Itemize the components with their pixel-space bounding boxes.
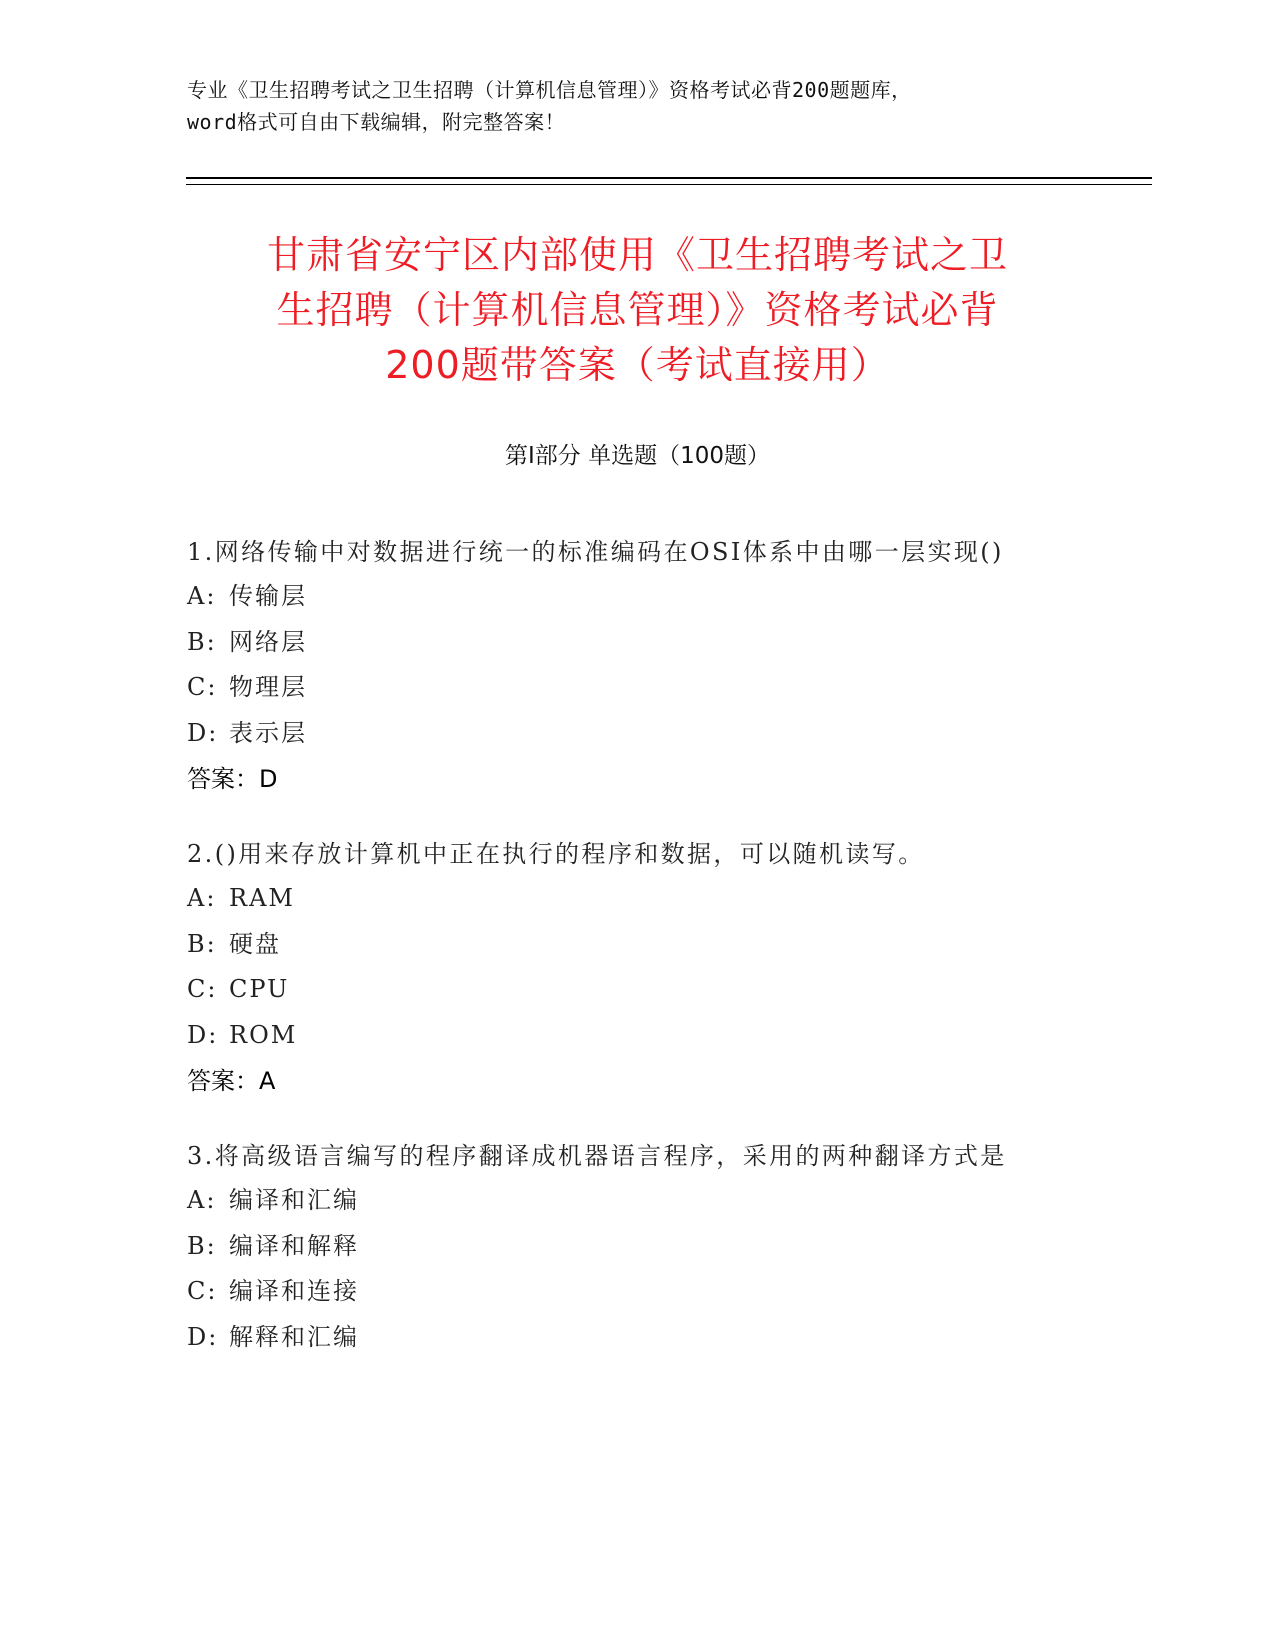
option-letter: C: [187, 673, 218, 701]
option-letter: C: [187, 1277, 218, 1305]
option-text: 编译和连接 [229, 1277, 359, 1305]
document-intro [187, 74, 1087, 138]
option-text: 网络层 [229, 627, 307, 656]
option-letter: C: [187, 975, 218, 1003]
option-text: RAM [229, 884, 295, 912]
intro-line-1: 专业《卫生招聘考试之卫生招聘（计算机信息管理）》资格考试必背200题题库， [187, 78, 912, 102]
answer-line: 答案：D [187, 765, 278, 793]
option-a [187, 574, 1077, 620]
question-1 [187, 530, 1077, 802]
option-letter: B: [187, 929, 217, 958]
option-text: 编译和汇编 [229, 1186, 359, 1214]
header-rule-thin [186, 184, 1152, 185]
option-text: 物理层 [229, 673, 307, 701]
option-a [187, 876, 1077, 922]
question-2 [187, 832, 1077, 1104]
option-letter: B: [187, 1231, 217, 1260]
header-rule-thick [186, 177, 1152, 179]
option-text: ROM [229, 1020, 298, 1049]
option-c [187, 665, 1077, 711]
option-letter: A: [187, 582, 217, 610]
option-letter: A: [187, 1186, 217, 1214]
question-stem: 2.()用来存放计算机中正在执行的程序和数据，可以随机读写。 [187, 840, 925, 868]
option-text: 编译和解释 [229, 1231, 359, 1260]
option-letter: A: [187, 884, 217, 912]
option-b [187, 620, 1077, 666]
option-c [187, 967, 1077, 1013]
option-letter: D: [187, 1020, 219, 1049]
document-title [130, 228, 1145, 393]
option-letter: D: [187, 1322, 219, 1351]
option-d [187, 711, 1077, 757]
option-a [187, 1178, 1077, 1224]
option-c [187, 1269, 1077, 1315]
option-letter: D: [187, 718, 219, 747]
option-text: 表示层 [229, 718, 307, 747]
question-3 [187, 1134, 1077, 1360]
option-b [187, 1224, 1077, 1270]
answer-line: 答案：A [187, 1067, 276, 1095]
option-text: 传输层 [229, 582, 307, 610]
option-letter: B: [187, 627, 217, 656]
option-d [187, 1315, 1077, 1361]
title-line-3: 200题带答案（考试直接用） [385, 343, 890, 387]
intro-line-2: word格式可自由下载编辑，附完整答案！ [187, 110, 566, 134]
option-text: 硬盘 [229, 929, 281, 958]
option-text: 解释和汇编 [229, 1322, 359, 1351]
title-line-1: 甘肃省安宁区内部使用《卫生招聘考试之卫 [266, 233, 1008, 277]
question-stem: 3.将高级语言编写的程序翻译成机器语言程序，采用的两种翻译方式是 [187, 1142, 1007, 1170]
option-text: CPU [229, 975, 290, 1003]
question-stem: 1.网络传输中对数据进行统一的标准编码在OSI体系中由哪一层实现() [187, 538, 1004, 566]
question-list [187, 530, 1077, 1390]
option-b [187, 922, 1077, 968]
section-heading: 第Ⅰ部分 单选题（100题） [505, 443, 770, 469]
option-d [187, 1013, 1077, 1059]
title-line-2: 生招聘（计算机信息管理）》资格考试必背 [276, 288, 999, 332]
